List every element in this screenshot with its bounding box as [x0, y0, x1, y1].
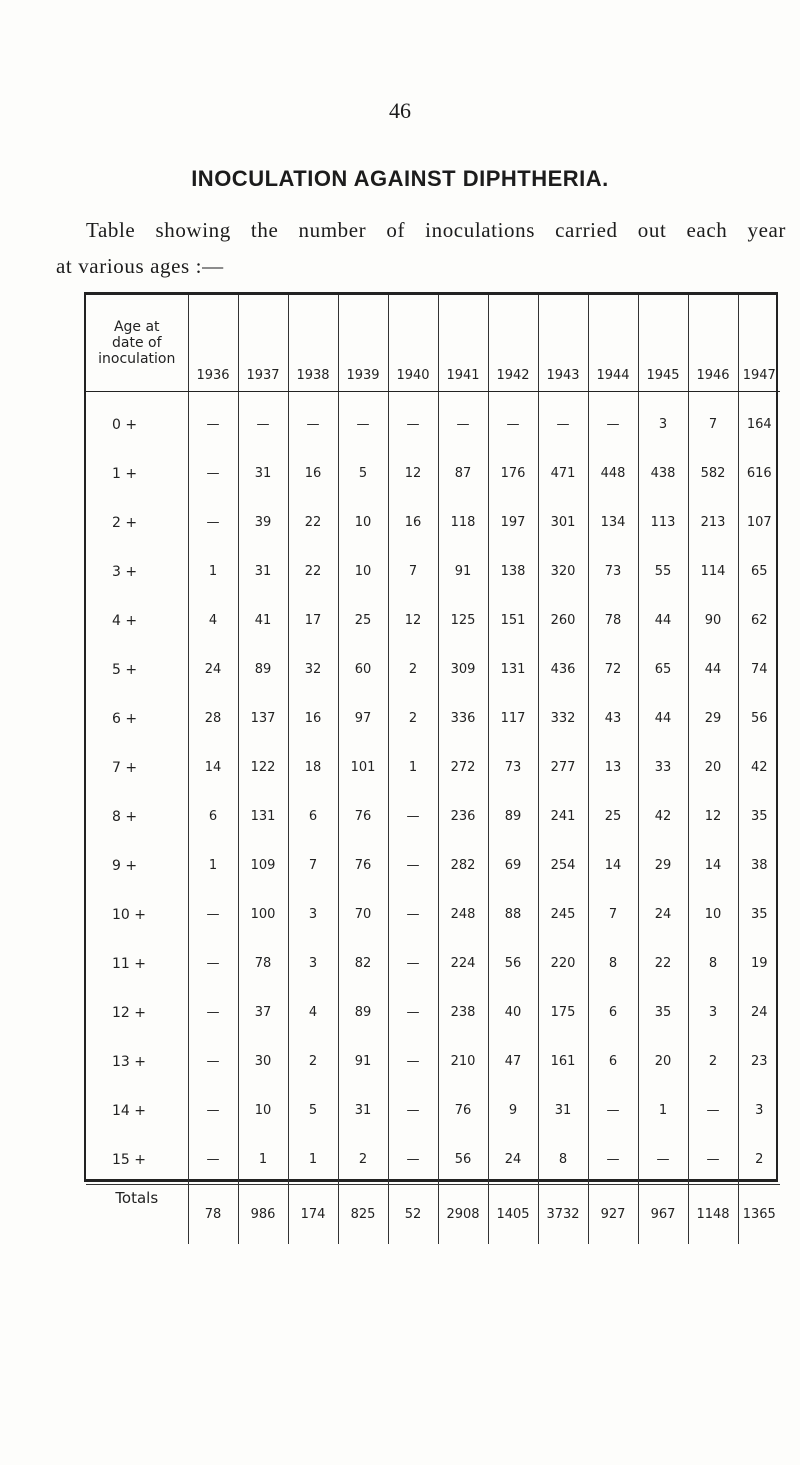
table-row [86, 645, 780, 694]
value-cell: 1 [238, 1135, 288, 1185]
year-header: 1938 [288, 295, 338, 392]
table-row [86, 841, 780, 890]
value-cell: — [238, 392, 288, 450]
value-cell: 332 [538, 694, 588, 743]
value-cell: 8 [538, 1135, 588, 1185]
value-cell: 40 [488, 988, 538, 1037]
value-cell: 5 [338, 449, 388, 498]
value-cell: 1 [638, 1086, 688, 1135]
value-cell: 87 [438, 449, 488, 498]
total-cell: 825 [338, 1185, 388, 1245]
value-cell: 176 [488, 449, 538, 498]
year-header: 1943 [538, 295, 588, 392]
age-cell: 8 + [112, 808, 138, 825]
value-cell: 43 [588, 694, 638, 743]
value-cell: 6 [188, 792, 238, 841]
value-cell: 44 [688, 645, 738, 694]
value-cell: 35 [638, 988, 688, 1037]
totals-row [86, 1185, 780, 1245]
value-cell: 72 [588, 645, 638, 694]
value-cell: 2 [738, 1135, 780, 1185]
table-row [86, 547, 780, 596]
value-cell: 107 [738, 498, 780, 547]
value-cell: 277 [538, 743, 588, 792]
value-cell: 35 [738, 890, 780, 939]
table-row [86, 988, 780, 1037]
value-cell: 8 [588, 939, 638, 988]
value-cell: 16 [288, 449, 338, 498]
value-cell: 100 [238, 890, 288, 939]
value-cell: — [588, 1086, 638, 1135]
value-cell: — [688, 1135, 738, 1185]
value-cell: 3 [688, 988, 738, 1037]
year-header: 1945 [638, 295, 688, 392]
value-cell: — [188, 449, 238, 498]
value-cell: — [388, 841, 438, 890]
value-cell: 122 [238, 743, 288, 792]
value-cell: 56 [488, 939, 538, 988]
value-cell: 220 [538, 939, 588, 988]
total-cell: 1148 [688, 1185, 738, 1245]
value-cell: 436 [538, 645, 588, 694]
age-cell: 5 + [112, 661, 138, 678]
value-cell: 213 [688, 498, 738, 547]
value-cell: 18 [288, 743, 338, 792]
age-cell: 13 + [112, 1053, 146, 1070]
age-column-header: Age at date of inoculation [86, 295, 188, 392]
intro-line-2: at various ages :— [56, 254, 224, 278]
value-cell: — [688, 1086, 738, 1135]
value-cell: 90 [688, 596, 738, 645]
value-cell: 20 [688, 743, 738, 792]
value-cell: 118 [438, 498, 488, 547]
year-header: 1936 [188, 295, 238, 392]
value-cell: 47 [488, 1037, 538, 1086]
value-cell: 20 [638, 1037, 688, 1086]
value-cell: 14 [588, 841, 638, 890]
value-cell: 238 [438, 988, 488, 1037]
value-cell: — [388, 988, 438, 1037]
value-cell: 56 [738, 694, 780, 743]
value-cell: 33 [638, 743, 688, 792]
age-cell: 1 + [112, 465, 138, 482]
value-cell: 19 [738, 939, 780, 988]
value-cell: — [188, 1135, 238, 1185]
value-cell: 6 [588, 1037, 638, 1086]
table-header-row [86, 295, 780, 392]
value-cell: — [438, 392, 488, 450]
value-cell: 175 [538, 988, 588, 1037]
table-row [86, 694, 780, 743]
value-cell: — [188, 939, 238, 988]
value-cell: 78 [588, 596, 638, 645]
value-cell: 2 [388, 694, 438, 743]
age-cell: 12 + [112, 1004, 146, 1021]
value-cell: 14 [688, 841, 738, 890]
value-cell: — [488, 392, 538, 450]
value-cell: 448 [588, 449, 638, 498]
value-cell: 60 [338, 645, 388, 694]
value-cell: — [588, 1135, 638, 1185]
value-cell: 31 [338, 1086, 388, 1135]
value-cell: 24 [638, 890, 688, 939]
value-cell: 65 [638, 645, 688, 694]
value-cell: — [338, 392, 388, 450]
value-cell: 3 [638, 392, 688, 450]
inoculation-table [84, 292, 778, 1222]
value-cell: 7 [288, 841, 338, 890]
value-cell: 13 [588, 743, 638, 792]
value-cell: 17 [288, 596, 338, 645]
value-cell: 12 [388, 449, 438, 498]
value-cell: 137 [238, 694, 288, 743]
value-cell: 2 [288, 1037, 338, 1086]
value-cell: 2 [388, 645, 438, 694]
value-cell: 582 [688, 449, 738, 498]
value-cell: 245 [538, 890, 588, 939]
value-cell: 7 [588, 890, 638, 939]
value-cell: 37 [238, 988, 288, 1037]
value-cell: 117 [488, 694, 538, 743]
value-cell: 14 [188, 743, 238, 792]
age-cell: 9 + [112, 857, 138, 874]
value-cell: — [388, 939, 438, 988]
value-cell: 39 [238, 498, 288, 547]
value-cell: 89 [488, 792, 538, 841]
value-cell: 16 [388, 498, 438, 547]
value-cell: 38 [738, 841, 780, 890]
year-header: 1944 [588, 295, 638, 392]
value-cell: 7 [388, 547, 438, 596]
value-cell: 31 [238, 449, 288, 498]
page-number: 46 [389, 98, 411, 123]
value-cell: 24 [188, 645, 238, 694]
value-cell: 616 [738, 449, 780, 498]
value-cell: 10 [238, 1086, 288, 1135]
value-cell: 301 [538, 498, 588, 547]
age-cell: 10 + [112, 906, 146, 923]
value-cell: 73 [488, 743, 538, 792]
table-row [86, 1037, 780, 1086]
value-cell: 248 [438, 890, 488, 939]
value-cell: — [188, 392, 238, 450]
value-cell: 131 [488, 645, 538, 694]
value-cell: 1 [188, 547, 238, 596]
value-cell: 164 [738, 392, 780, 450]
value-cell: — [638, 1135, 688, 1185]
value-cell: 151 [488, 596, 538, 645]
value-cell: 91 [338, 1037, 388, 1086]
age-cell: 7 + [112, 759, 138, 776]
value-cell: 1 [288, 1135, 338, 1185]
value-cell: 4 [188, 596, 238, 645]
value-cell: 125 [438, 596, 488, 645]
value-cell: — [388, 890, 438, 939]
value-cell: 82 [338, 939, 388, 988]
table-row [86, 449, 780, 498]
value-cell: 7 [688, 392, 738, 450]
value-cell: — [188, 890, 238, 939]
table-row [86, 392, 780, 450]
value-cell: 42 [738, 743, 780, 792]
value-cell: 210 [438, 1037, 488, 1086]
intro-text [56, 212, 786, 284]
value-cell: — [188, 988, 238, 1037]
value-cell: 28 [188, 694, 238, 743]
value-cell: 131 [238, 792, 288, 841]
value-cell: — [188, 498, 238, 547]
value-cell: 31 [238, 547, 288, 596]
table-row [86, 498, 780, 547]
value-cell: 89 [338, 988, 388, 1037]
total-cell: 78 [188, 1185, 238, 1245]
value-cell: 254 [538, 841, 588, 890]
total-cell: 986 [238, 1185, 288, 1245]
value-cell: 25 [588, 792, 638, 841]
value-cell: 62 [738, 596, 780, 645]
value-cell: 101 [338, 743, 388, 792]
value-cell: 2 [338, 1135, 388, 1185]
value-cell: — [588, 392, 638, 450]
year-header: 1947 [738, 295, 780, 392]
value-cell: 25 [338, 596, 388, 645]
value-cell: — [388, 792, 438, 841]
value-cell: 2 [688, 1037, 738, 1086]
table-row [86, 1086, 780, 1135]
value-cell: 6 [288, 792, 338, 841]
total-cell: 1365 [738, 1185, 780, 1245]
value-cell: 74 [738, 645, 780, 694]
value-cell: 97 [338, 694, 388, 743]
table-row [86, 743, 780, 792]
value-cell: 89 [238, 645, 288, 694]
value-cell: 44 [638, 694, 688, 743]
table-row [86, 1135, 780, 1185]
value-cell: 22 [638, 939, 688, 988]
total-cell: 174 [288, 1185, 338, 1245]
value-cell: 161 [538, 1037, 588, 1086]
value-cell: 438 [638, 449, 688, 498]
age-cell: 11 + [112, 955, 146, 972]
value-cell: 224 [438, 939, 488, 988]
value-cell: 10 [688, 890, 738, 939]
value-cell: — [388, 1135, 438, 1185]
value-cell: 24 [488, 1135, 538, 1185]
value-cell: 32 [288, 645, 338, 694]
age-cell: 14 + [112, 1102, 146, 1119]
total-cell: 1405 [488, 1185, 538, 1245]
value-cell: 16 [288, 694, 338, 743]
value-cell: 73 [588, 547, 638, 596]
value-cell: 1 [388, 743, 438, 792]
value-cell: 91 [438, 547, 488, 596]
age-cell: 6 + [112, 710, 138, 727]
value-cell: 56 [438, 1135, 488, 1185]
age-cell: 0 + [112, 416, 138, 433]
value-cell: 109 [238, 841, 288, 890]
value-cell: 10 [338, 547, 388, 596]
value-cell: 41 [238, 596, 288, 645]
table-row [86, 890, 780, 939]
value-cell: 76 [338, 792, 388, 841]
value-cell: 1 [188, 841, 238, 890]
value-cell: 42 [638, 792, 688, 841]
totals-label: Totals [86, 1185, 188, 1245]
value-cell: 3 [288, 939, 338, 988]
value-cell: 113 [638, 498, 688, 547]
value-cell: 471 [538, 449, 588, 498]
value-cell: — [388, 1086, 438, 1135]
total-cell: 927 [588, 1185, 638, 1245]
value-cell: 309 [438, 645, 488, 694]
value-cell: — [188, 1086, 238, 1135]
year-header: 1946 [688, 295, 738, 392]
age-cell: 2 + [112, 514, 138, 531]
value-cell: 23 [738, 1037, 780, 1086]
value-cell: 8 [688, 939, 738, 988]
page-title: INOCULATION AGAINST DIPHTHERIA. [191, 166, 609, 191]
value-cell: 134 [588, 498, 638, 547]
value-cell: 76 [438, 1086, 488, 1135]
value-cell: 9 [488, 1086, 538, 1135]
value-cell: 4 [288, 988, 338, 1037]
value-cell: 336 [438, 694, 488, 743]
value-cell: 22 [288, 498, 338, 547]
table-row [86, 939, 780, 988]
age-cell: 3 + [112, 563, 138, 580]
year-header: 1939 [338, 295, 388, 392]
value-cell: 65 [738, 547, 780, 596]
value-cell: 35 [738, 792, 780, 841]
year-header: 1937 [238, 295, 288, 392]
value-cell: 12 [388, 596, 438, 645]
intro-line-1: Table showing the number of inoculations carried out each year [86, 218, 786, 242]
value-cell: — [288, 392, 338, 450]
table-row [86, 792, 780, 841]
value-cell: 197 [488, 498, 538, 547]
year-header: 1941 [438, 295, 488, 392]
value-cell: 24 [738, 988, 780, 1037]
total-cell: 967 [638, 1185, 688, 1245]
value-cell: 272 [438, 743, 488, 792]
year-header: 1942 [488, 295, 538, 392]
value-cell: 6 [588, 988, 638, 1037]
value-cell: — [388, 1037, 438, 1086]
value-cell: 22 [288, 547, 338, 596]
value-cell: 78 [238, 939, 288, 988]
value-cell: 44 [638, 596, 688, 645]
value-cell: 3 [288, 890, 338, 939]
value-cell: 138 [488, 547, 538, 596]
value-cell: 31 [538, 1086, 588, 1135]
value-cell: 282 [438, 841, 488, 890]
value-cell: 88 [488, 890, 538, 939]
value-cell: 114 [688, 547, 738, 596]
value-cell: 29 [638, 841, 688, 890]
value-cell: 69 [488, 841, 538, 890]
table-row [86, 596, 780, 645]
total-cell: 2908 [438, 1185, 488, 1245]
value-cell: 70 [338, 890, 388, 939]
value-cell: 76 [338, 841, 388, 890]
value-cell: 30 [238, 1037, 288, 1086]
value-cell: 5 [288, 1086, 338, 1135]
value-cell: 260 [538, 596, 588, 645]
total-cell: 3732 [538, 1185, 588, 1245]
value-cell: — [388, 392, 438, 450]
value-cell: 241 [538, 792, 588, 841]
value-cell: 10 [338, 498, 388, 547]
value-cell: 12 [688, 792, 738, 841]
value-cell: 236 [438, 792, 488, 841]
year-header: 1940 [388, 295, 438, 392]
value-cell: 55 [638, 547, 688, 596]
age-cell: 15 + [112, 1151, 146, 1168]
value-cell: 3 [738, 1086, 780, 1135]
value-cell: 320 [538, 547, 588, 596]
value-cell: — [188, 1037, 238, 1086]
age-cell: 4 + [112, 612, 138, 629]
total-cell: 52 [388, 1185, 438, 1245]
value-cell: 29 [688, 694, 738, 743]
value-cell: — [538, 392, 588, 450]
